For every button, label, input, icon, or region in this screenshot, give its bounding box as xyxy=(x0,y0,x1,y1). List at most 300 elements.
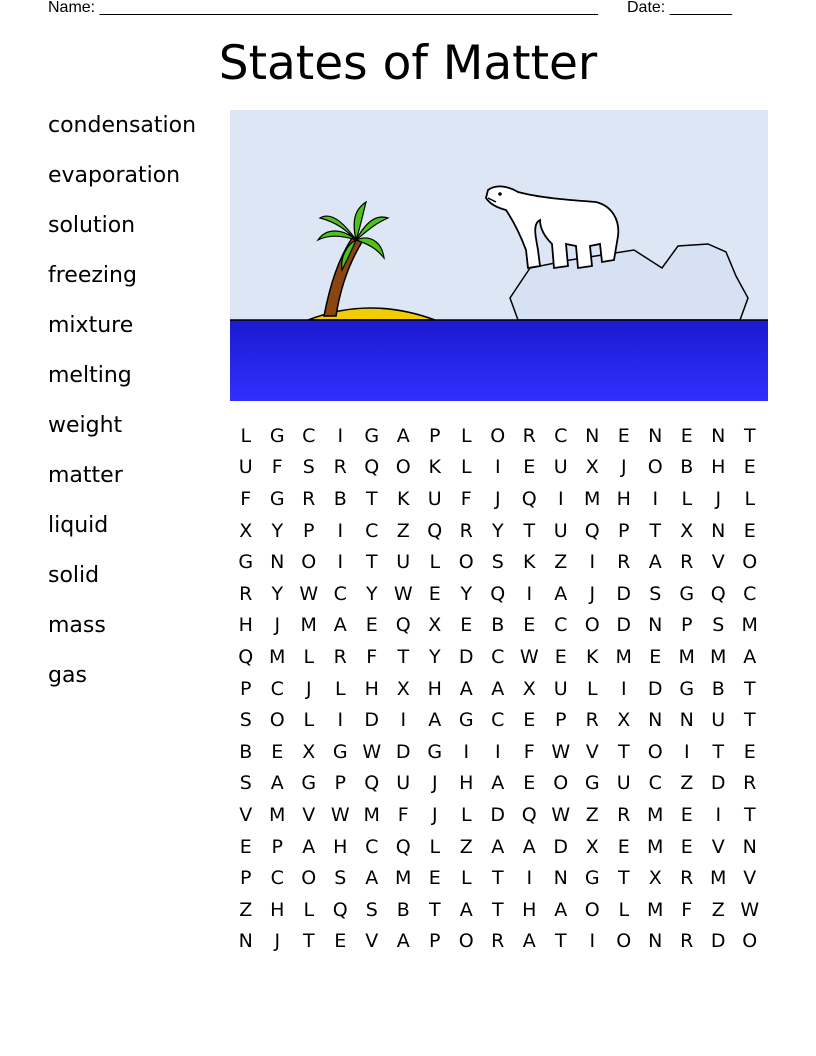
grid-letter: G xyxy=(679,582,695,605)
grid-letter: P xyxy=(618,519,630,542)
grid-letter: H xyxy=(459,772,474,795)
grid-letter: J xyxy=(620,456,627,479)
grid-letter: D xyxy=(616,582,632,605)
grid-letter: J xyxy=(431,772,438,795)
grid-letter: Q xyxy=(521,487,537,510)
grid-letter: Q xyxy=(584,519,600,542)
grid-letter: L xyxy=(460,867,472,890)
grid-letter: R xyxy=(491,930,505,953)
grid-letter: U xyxy=(616,772,631,795)
word-list-item: matter xyxy=(48,463,123,488)
grid-letter: V xyxy=(585,740,599,763)
grid-letter: U xyxy=(238,456,253,479)
grid-letter: P xyxy=(681,614,693,637)
name-field-label: Name: ________________________________________________________ xyxy=(48,0,598,16)
grid-letter: R xyxy=(585,709,599,732)
grid-letter: T xyxy=(302,930,315,953)
grid-letter: C xyxy=(270,867,284,890)
grid-letter: Y xyxy=(491,519,504,542)
grid-letter: P xyxy=(429,424,441,447)
grid-letter: L xyxy=(744,487,756,510)
grid-letter: V xyxy=(743,867,757,890)
grid-letter: T xyxy=(491,898,504,921)
word-list-item: weight xyxy=(48,413,123,438)
word-list xyxy=(48,108,223,708)
grid-letter: I xyxy=(557,487,564,510)
grid-letter: C xyxy=(491,645,505,668)
grid-letter: P xyxy=(240,867,252,890)
grid-letter: Q xyxy=(521,803,537,826)
grid-letter: A xyxy=(459,677,473,700)
grid-letter: F xyxy=(271,456,283,479)
grid-letter: D xyxy=(458,645,474,668)
grid-letter: X xyxy=(239,519,253,542)
page-title: States of Matter xyxy=(218,36,598,91)
grid-letter: I xyxy=(715,803,722,826)
grid-letter: G xyxy=(679,677,695,700)
grid-letter: G xyxy=(427,740,443,763)
grid-letter: P xyxy=(240,677,252,700)
grid-letter: A xyxy=(491,677,505,700)
grid-letter: O xyxy=(395,456,411,479)
grid-letter: C xyxy=(365,519,379,542)
grid-letter: M xyxy=(395,867,412,890)
grid-letter: A xyxy=(365,867,379,890)
word-list-item: mixture xyxy=(48,313,134,338)
grid-letter: E xyxy=(554,645,567,668)
grid-letter: D xyxy=(553,835,569,858)
grid-letter: Z xyxy=(585,803,599,826)
grid-letter: E xyxy=(239,835,252,858)
grid-letter: X xyxy=(585,456,599,479)
grid-letter: X xyxy=(302,740,316,763)
grid-letter: I xyxy=(683,740,690,763)
grid-letter: S xyxy=(649,582,662,605)
grid-letter: X xyxy=(648,867,662,890)
grid-letter: G xyxy=(269,487,285,510)
word-list-item: liquid xyxy=(48,513,109,538)
grid-letter: V xyxy=(711,551,725,574)
grid-letter: D xyxy=(710,772,726,795)
grid-letter: I xyxy=(400,709,407,732)
grid-letter: M xyxy=(269,645,286,668)
word-list-item: gas xyxy=(48,663,87,688)
grid-letter: L xyxy=(460,803,472,826)
grid-letter: I xyxy=(494,740,501,763)
grid-letter: R xyxy=(680,930,694,953)
grid-letter: B xyxy=(333,487,347,510)
grid-letter: X xyxy=(428,614,442,637)
grid-letter: L xyxy=(303,645,315,668)
grid-letter: H xyxy=(364,677,379,700)
grid-letter: D xyxy=(710,930,726,953)
grid-letter: N xyxy=(238,930,253,953)
grid-letter: O xyxy=(647,740,663,763)
grid-letter: A xyxy=(491,835,505,858)
grid-letter: Y xyxy=(271,582,284,605)
grid-letter: B xyxy=(396,898,410,921)
grid-letter: E xyxy=(617,835,630,858)
grid-letter: I xyxy=(494,456,501,479)
grid-letter: L xyxy=(429,551,441,574)
grid-letter: P xyxy=(429,930,441,953)
grid-letter: E xyxy=(365,614,378,637)
grid-letter: Y xyxy=(460,582,473,605)
grid-letter: D xyxy=(395,740,411,763)
grid-letter: D xyxy=(616,614,632,637)
grid-letter: T xyxy=(365,487,378,510)
grid-letter: H xyxy=(711,456,726,479)
word-list-item: evaporation xyxy=(48,163,181,188)
grid-letter: G xyxy=(458,709,474,732)
grid-letter: O xyxy=(616,930,632,953)
grid-letter: I xyxy=(337,551,344,574)
grid-letter: K xyxy=(523,551,536,574)
grid-letter: F xyxy=(240,487,252,510)
grid-letter: X xyxy=(617,709,631,732)
grid-letter: P xyxy=(303,519,315,542)
grid-letter: E xyxy=(271,740,284,763)
grid-letter: T xyxy=(554,930,567,953)
grid-letter: G xyxy=(269,424,285,447)
grid-letter: T xyxy=(617,740,630,763)
word-list-item: melting xyxy=(48,363,132,388)
grid-letter: O xyxy=(458,551,474,574)
grid-letter: J xyxy=(715,487,722,510)
grid-letter: S xyxy=(239,709,252,732)
grid-letter: H xyxy=(270,898,285,921)
grid-letter: I xyxy=(526,582,533,605)
grid-letter: N xyxy=(648,930,663,953)
grid-letter: E xyxy=(428,867,441,890)
grid-letter: E xyxy=(523,709,536,732)
grid-letter: B xyxy=(491,614,505,637)
grid-letter: V xyxy=(711,835,725,858)
grid-letter: B xyxy=(680,456,694,479)
grid-letter: I xyxy=(620,677,627,700)
grid-letter: Q xyxy=(490,582,506,605)
grid-letter: E xyxy=(334,930,347,953)
grid-letter: P xyxy=(271,835,283,858)
grid-letter: C xyxy=(554,614,568,637)
grid-letter: O xyxy=(647,456,663,479)
grid-letter: G xyxy=(301,772,317,795)
grid-letter: E xyxy=(649,645,662,668)
grid-letter: R xyxy=(333,456,347,479)
grid-letter: J xyxy=(589,582,596,605)
grid-letter: A xyxy=(491,772,505,795)
grid-letter: A xyxy=(522,930,536,953)
grid-letter: J xyxy=(274,930,281,953)
word-list-item: freezing xyxy=(48,263,137,288)
grid-letter: R xyxy=(239,582,253,605)
grid-letter: H xyxy=(238,614,253,637)
grid-letter: E xyxy=(743,456,756,479)
grid-letter: X xyxy=(396,677,410,700)
grid-letter: O xyxy=(301,867,317,890)
grid-letter: M xyxy=(269,803,286,826)
grid-letter: A xyxy=(302,835,316,858)
grid-letter: A xyxy=(396,424,410,447)
grid-letter: M xyxy=(647,898,664,921)
grid-letter: G xyxy=(332,740,348,763)
grid-letter: A xyxy=(428,709,442,732)
grid-letter: F xyxy=(397,803,409,826)
grid-letter: A xyxy=(333,614,347,637)
grid-letter: K xyxy=(586,645,599,668)
grid-letter: U xyxy=(553,677,568,700)
grid-letter: M xyxy=(741,614,758,637)
grid-letter: L xyxy=(460,456,472,479)
grid-letter: G xyxy=(238,551,254,574)
grid-letter: O xyxy=(742,930,758,953)
grid-letter: I xyxy=(589,930,596,953)
grid-letter: E xyxy=(680,835,693,858)
grid-letter: F xyxy=(523,740,535,763)
grid-letter: T xyxy=(743,677,756,700)
grid-letter: M xyxy=(647,803,664,826)
word-list-item: solution xyxy=(48,213,136,238)
grid-letter: W xyxy=(330,803,350,826)
grid-letter: K xyxy=(397,487,410,510)
grid-letter: T xyxy=(428,898,441,921)
grid-letter: M xyxy=(615,645,632,668)
grid-letter: L xyxy=(681,487,693,510)
grid-letter: F xyxy=(460,487,472,510)
grid-letter: E xyxy=(743,519,756,542)
grid-letter: M xyxy=(647,835,664,858)
grid-letter: N xyxy=(648,614,663,637)
grid-letter: F xyxy=(681,898,693,921)
grid-letter: A xyxy=(459,898,473,921)
grid-letter: S xyxy=(334,867,347,890)
grid-letter: Q xyxy=(395,614,411,637)
grid-letter: R xyxy=(459,519,473,542)
grid-letter: O xyxy=(269,709,285,732)
grid-letter: E xyxy=(743,740,756,763)
grid-letter: E xyxy=(680,803,693,826)
grid-letter: A xyxy=(396,930,410,953)
grid-letter: E xyxy=(680,424,693,447)
grid-letter: Y xyxy=(428,645,441,668)
grid-letter: T xyxy=(649,519,662,542)
grid-letter: S xyxy=(491,551,504,574)
illustration xyxy=(230,110,768,401)
grid-letter: C xyxy=(365,835,379,858)
grid-letter: C xyxy=(491,709,505,732)
grid-letter: L xyxy=(429,835,441,858)
grid-letter: H xyxy=(333,835,348,858)
grid-letter: K xyxy=(428,456,441,479)
grid-letter: F xyxy=(366,645,378,668)
grid-letter: Z xyxy=(554,551,568,574)
grid-letter: N xyxy=(711,519,726,542)
grid-letter: N xyxy=(742,835,757,858)
grid-letter: N xyxy=(648,709,663,732)
grid-letter: Z xyxy=(239,898,253,921)
grid-letter: R xyxy=(743,772,757,795)
grid-letter: C xyxy=(743,582,757,605)
grid-letter: W xyxy=(551,740,571,763)
grid-letter: R xyxy=(617,551,631,574)
grid-letter: I xyxy=(463,740,470,763)
grid-letter: R xyxy=(617,803,631,826)
grid-letter: M xyxy=(300,614,317,637)
grid-letter: O xyxy=(458,930,474,953)
grid-letter: R xyxy=(680,867,694,890)
grid-letter: O xyxy=(490,424,506,447)
grid-letter: I xyxy=(337,709,344,732)
grid-letter: N xyxy=(679,709,694,732)
letter-grid xyxy=(230,420,766,957)
grid-letter: U xyxy=(427,487,442,510)
grid-letter: W xyxy=(551,803,571,826)
grid-letter: A xyxy=(743,645,757,668)
grid-letter: A xyxy=(554,582,568,605)
grid-letter: Q xyxy=(364,456,380,479)
grid-letter: V xyxy=(302,803,316,826)
grid-letter: S xyxy=(302,456,315,479)
grid-letter: A xyxy=(522,835,536,858)
grid-letter: T xyxy=(743,803,756,826)
grid-letter: V xyxy=(239,803,253,826)
grid-letter: H xyxy=(616,487,631,510)
grid-letter: U xyxy=(553,456,568,479)
grid-letter: Q xyxy=(710,582,726,605)
grid-letter: R xyxy=(522,424,536,447)
grid-letter: I xyxy=(526,867,533,890)
grid-letter: M xyxy=(678,645,695,668)
grid-letter: B xyxy=(711,677,725,700)
grid-letter: U xyxy=(396,772,411,795)
grid-letter: C xyxy=(648,772,662,795)
grid-letter: J xyxy=(305,677,312,700)
grid-letter: C xyxy=(302,424,316,447)
grid-letter: Z xyxy=(680,772,694,795)
grid-letter: P xyxy=(334,772,346,795)
grid-letter: W xyxy=(362,740,382,763)
ocean-icon xyxy=(230,320,768,401)
grid-letter: W xyxy=(740,898,760,921)
grid-letter: L xyxy=(303,898,315,921)
grid-letter: I xyxy=(337,519,344,542)
grid-letter: O xyxy=(301,551,317,574)
grid-letter: T xyxy=(491,867,504,890)
grid-letter: M xyxy=(710,645,727,668)
grid-letter: N xyxy=(270,551,285,574)
word-list-item: condensation xyxy=(48,113,197,138)
grid-letter: U xyxy=(396,551,411,574)
grid-letter: N xyxy=(553,867,568,890)
grid-letter: I xyxy=(652,487,659,510)
grid-letter: T xyxy=(743,709,756,732)
grid-letter: Z xyxy=(711,898,725,921)
grid-letter: D xyxy=(490,803,506,826)
grid-letter: S xyxy=(712,614,725,637)
grid-letter: H xyxy=(427,677,442,700)
grid-letter: G xyxy=(584,867,600,890)
date-field-label: Date: _______ xyxy=(627,0,732,16)
grid-letter: V xyxy=(365,930,379,953)
grid-letter: U xyxy=(711,709,726,732)
grid-letter: T xyxy=(365,551,378,574)
grid-letter: S xyxy=(239,772,252,795)
grid-letter: Q xyxy=(427,519,443,542)
grid-letter: L xyxy=(334,677,346,700)
grid-letter: Q xyxy=(332,898,348,921)
grid-letter: W xyxy=(299,582,319,605)
grid-letter: D xyxy=(647,677,663,700)
grid-letter: Z xyxy=(396,519,410,542)
grid-letter: X xyxy=(522,677,536,700)
grid-letter: E xyxy=(523,772,536,795)
grid-letter: O xyxy=(584,898,600,921)
grid-letter: W xyxy=(393,582,413,605)
grid-letter: N xyxy=(711,424,726,447)
grid-letter: J xyxy=(431,803,438,826)
grid-letter: G xyxy=(364,424,380,447)
grid-letter: Z xyxy=(459,835,473,858)
grid-letter: U xyxy=(553,519,568,542)
grid-letter: G xyxy=(584,772,600,795)
grid-letter: T xyxy=(712,740,725,763)
grid-letter: E xyxy=(617,424,630,447)
grid-letter: I xyxy=(589,551,596,574)
grid-letter: C xyxy=(270,677,284,700)
grid-letter: J xyxy=(494,487,501,510)
grid-letter: L xyxy=(586,677,598,700)
grid-letter: M xyxy=(584,487,601,510)
grid-letter: B xyxy=(239,740,253,763)
grid-letter: W xyxy=(519,645,539,668)
grid-letter: H xyxy=(522,898,537,921)
grid-letter: Q xyxy=(238,645,254,668)
grid-letter: C xyxy=(554,424,568,447)
grid-letter: R xyxy=(680,551,694,574)
grid-letter: O xyxy=(742,551,758,574)
grid-letter: E xyxy=(523,456,536,479)
grid-letter: A xyxy=(554,898,568,921)
grid-letter: N xyxy=(648,424,663,447)
grid-letter: T xyxy=(397,645,410,668)
grid-letter: C xyxy=(333,582,347,605)
grid-letter: S xyxy=(365,898,378,921)
grid-letter: T xyxy=(617,867,630,890)
grid-letter: L xyxy=(240,424,252,447)
grid-letter: T xyxy=(523,519,536,542)
grid-letter: O xyxy=(553,772,569,795)
grid-letter: M xyxy=(363,803,380,826)
grid-letter: A xyxy=(270,772,284,795)
grid-letter: Q xyxy=(395,835,411,858)
grid-letter: M xyxy=(710,867,727,890)
grid-letter: O xyxy=(584,614,600,637)
grid-letter: I xyxy=(337,424,344,447)
grid-letter: X xyxy=(585,835,599,858)
grid-letter: N xyxy=(585,424,600,447)
grid-letter: X xyxy=(680,519,694,542)
grid-letter: R xyxy=(302,487,316,510)
grid-letter: L xyxy=(460,424,472,447)
grid-letter: E xyxy=(523,614,536,637)
grid-letter: P xyxy=(555,709,567,732)
grid-letter: R xyxy=(333,645,347,668)
grid-letter: E xyxy=(460,614,473,637)
grid-letter: L xyxy=(303,709,315,732)
word-list-item: solid xyxy=(48,563,100,588)
grid-letter: Y xyxy=(271,519,284,542)
grid-letter: E xyxy=(428,582,441,605)
